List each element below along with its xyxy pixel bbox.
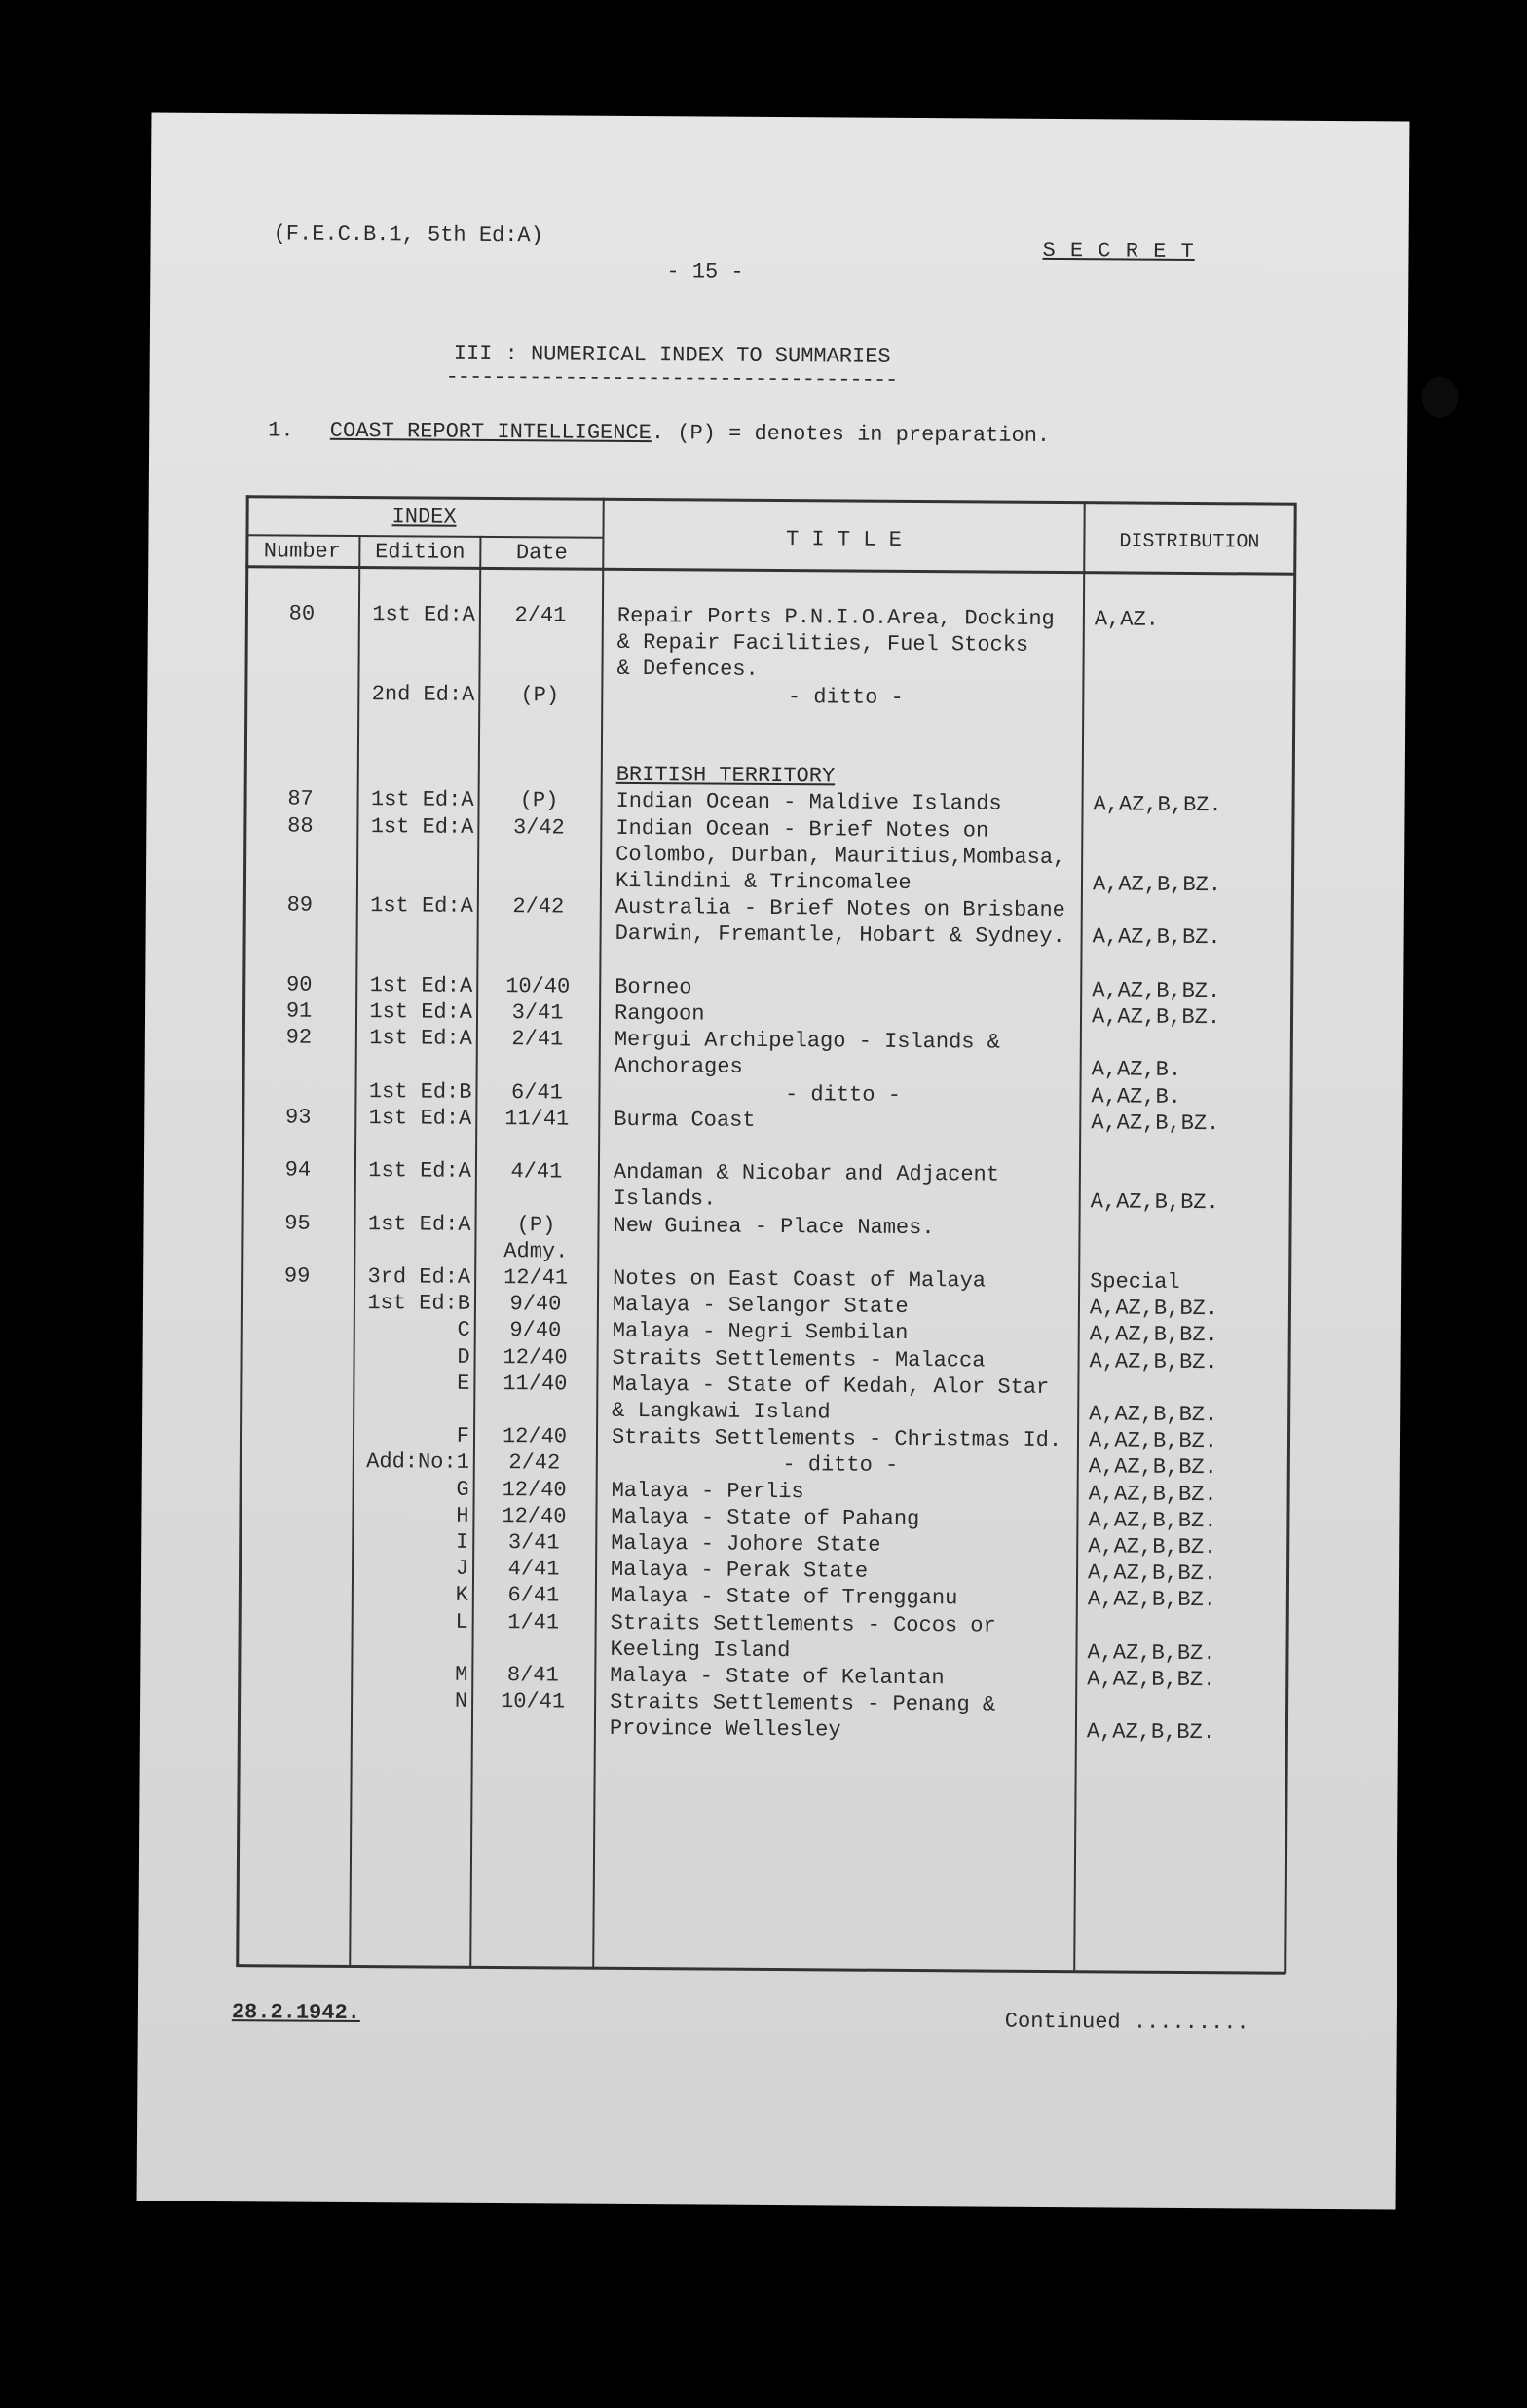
row-distribution: A,AZ,B,BZ. (1088, 1534, 1217, 1561)
row-date: 12/40 (502, 1503, 567, 1529)
row-number (239, 1527, 352, 1528)
row-title: Rangoon (614, 1000, 705, 1027)
row-edition (359, 760, 474, 761)
row-edition: E (457, 1371, 470, 1396)
row-number: 88 (287, 813, 314, 839)
row-distribution: A,AZ,B,BZ. (1092, 978, 1221, 1003)
row-date: (P) (520, 682, 560, 708)
row-edition: I (455, 1529, 469, 1555)
row-number (239, 1607, 352, 1608)
row-distribution (1094, 686, 1288, 687)
row-date: 2/41 (514, 603, 567, 628)
row-date: 3/41 (511, 1000, 564, 1026)
row-title: Province Wellesley (609, 1716, 841, 1743)
row-distribution: A,AZ. (1094, 607, 1159, 632)
header-distribution: DISTRIBUTION (1119, 530, 1260, 554)
row-edition (358, 946, 473, 947)
row-distribution (1090, 1242, 1285, 1243)
row-title: Repair Ports P.N.I.O.Area, Docking (616, 603, 1055, 632)
row-distribution: A,AZ,B,BZ. (1088, 1508, 1217, 1533)
row-edition: 1st Ed:A (369, 999, 473, 1025)
row-number (244, 706, 357, 707)
row-date: 12/40 (503, 1344, 568, 1371)
row-number (243, 865, 356, 866)
subsection-number: 1. (268, 418, 294, 443)
punch-hole (1421, 377, 1458, 418)
section-title: III : NUMERICAL INDEX TO SUMMARIES (453, 341, 891, 369)
row-number: 94 (284, 1157, 312, 1183)
subsection-note: . (P) = denotes in preparation. (651, 421, 1051, 448)
row-distribution: A,AZ,B,BZ. (1088, 1428, 1218, 1454)
row-date (481, 867, 596, 868)
row-date: 10/41 (501, 1689, 566, 1714)
row-title: Malaya - State of Kelantan (610, 1663, 945, 1691)
row-edition (360, 654, 475, 655)
row-distribution: Special (1090, 1269, 1180, 1295)
row-edition (358, 866, 473, 867)
row-date (482, 761, 597, 762)
row-distribution (1091, 1162, 1285, 1163)
col-divider-number (349, 535, 360, 1967)
row-title: Anchorages (614, 1054, 743, 1080)
row-date: 2/41 (511, 1027, 564, 1052)
row-number (239, 1554, 352, 1555)
row-number (238, 1686, 351, 1687)
row-title: BRITISH TERRITORY (615, 763, 836, 789)
row-date: 12/40 (502, 1477, 567, 1503)
row-date: 10/40 (505, 973, 571, 999)
header-number: Number (263, 539, 342, 564)
row-number (244, 759, 357, 760)
col-divider-title (1073, 501, 1086, 1972)
row-title: - ditto - (784, 1081, 901, 1108)
row-number: 99 (283, 1263, 311, 1289)
row-distribution: A,AZ,B,BZ. (1087, 1640, 1216, 1666)
row-title: - ditto - (787, 684, 904, 710)
row-number (241, 1316, 354, 1317)
row-title: - ditto - (782, 1452, 899, 1479)
row-date: 9/40 (509, 1292, 562, 1317)
row-distribution (1095, 659, 1289, 660)
row-distribution (1094, 712, 1288, 713)
row-distribution: A,AZ,B,BZ. (1087, 1667, 1216, 1693)
continued-note: Continued ......... (1004, 2009, 1249, 2036)
row-number: 93 (285, 1105, 312, 1130)
row-date: 3/42 (512, 814, 565, 841)
row-number (242, 1077, 355, 1078)
row-title: & Defences. (616, 657, 759, 683)
row-number: 90 (285, 972, 313, 997)
row-title: Kilindini & Trincomalee (615, 868, 912, 895)
row-edition: 1st Ed:A (368, 1158, 472, 1185)
subsection-title: COAST REPORT INTELLIGENCE (329, 418, 652, 446)
row-distribution: A,AZ,B,BZ. (1089, 1296, 1219, 1322)
row-number (240, 1501, 353, 1502)
row-edition: 1st Ed:A (369, 1026, 472, 1052)
row-title: Straits Settlements - Malacca (612, 1345, 986, 1373)
row-number: 95 (284, 1211, 311, 1236)
row-number (239, 1581, 352, 1582)
row-number (240, 1475, 353, 1476)
document-date: 28.2.1942. (231, 2000, 361, 2026)
row-number: 80 (288, 601, 316, 626)
row-date: 4/41 (510, 1159, 563, 1185)
row-distribution: A,AZ,B. (1091, 1057, 1182, 1083)
table-row (151, 113, 1409, 122)
row-distribution: A,AZ,B,BZ. (1091, 1110, 1220, 1136)
row-edition: H (456, 1503, 469, 1528)
row-date (482, 734, 597, 735)
row-edition: D (457, 1344, 470, 1370)
row-edition: 1st Ed:A (370, 893, 473, 920)
row-date: 12/40 (502, 1424, 568, 1449)
row-title: Andaman & Nicobar and Adjacent (613, 1160, 1000, 1187)
row-edition: J (455, 1556, 469, 1582)
row-date: 4/41 (507, 1557, 560, 1582)
row-number (241, 1342, 354, 1343)
row-distribution (1094, 765, 1288, 766)
row-title: Notes on East Coast of Malaya (613, 1265, 987, 1294)
row-distribution: A,AZ,B,BZ. (1089, 1402, 1218, 1428)
row-number: 87 (287, 786, 314, 812)
row-number (243, 945, 356, 946)
subsection-heading (268, 417, 1050, 450)
row-distribution (1094, 738, 1288, 739)
row-number (240, 1421, 353, 1422)
row-edition: 1st Ed:B (367, 1291, 471, 1317)
row-number: 92 (285, 1025, 313, 1050)
row-title: Malaya - Perlis (611, 1478, 804, 1504)
row-distribution: A,AZ,B,BZ. (1092, 872, 1222, 898)
row-title: Indian Ocean - Brief Notes on (615, 815, 989, 844)
row-date: 6/41 (507, 1583, 560, 1608)
row-edition: 1st Ed:A (372, 602, 475, 627)
row-date: 2/42 (508, 1450, 561, 1476)
row-number (240, 1395, 353, 1396)
row-date: 11/41 (504, 1106, 570, 1132)
row-distribution: A,AZ,B,BZ. (1091, 1004, 1221, 1031)
row-edition: 3rd Ed:A (367, 1264, 471, 1290)
table-row (151, 113, 1409, 122)
classification-marking: S E C R E T (1042, 238, 1195, 264)
row-edition: 1st Ed:A (369, 972, 473, 998)
row-title: Darwin, Fremantle, Hobart & Sydney. (615, 922, 1065, 950)
row-edition: C (457, 1318, 470, 1343)
row-number: 91 (285, 998, 313, 1024)
row-distribution: A,AZ,B. (1091, 1083, 1181, 1110)
row-distribution: A,AZ,B,BZ. (1087, 1561, 1217, 1587)
row-title: Straits Settlements - Cocos or (610, 1610, 996, 1638)
table-row (151, 113, 1409, 122)
row-number (245, 654, 358, 655)
row-number (240, 1369, 353, 1370)
row-edition: 1st Ed:A (367, 1211, 471, 1237)
table-row (151, 113, 1409, 122)
row-number (238, 1713, 351, 1714)
header-title: T I T L E (785, 527, 902, 552)
row-edition: 1st Ed:B (368, 1078, 472, 1105)
row-distribution: A,AZ,B,BZ. (1089, 1322, 1218, 1348)
row-edition: N (454, 1688, 468, 1714)
row-date: (P) (516, 1212, 556, 1238)
document-page (137, 113, 1410, 2210)
row-title: Malaya - Negri Sembilan (612, 1319, 909, 1346)
row-title: Straits Settlements - Penang & (610, 1690, 996, 1717)
row-date: 9/40 (509, 1318, 562, 1343)
row-distribution: A,AZ,B,BZ. (1093, 792, 1222, 818)
row-title: Malaya - State of Trengganu (610, 1584, 958, 1611)
index-group-header: INDEX (391, 505, 457, 530)
row-title: Indian Ocean - Maldive Islands (615, 789, 1002, 817)
row-distribution: A,AZ,B,BZ. (1089, 1348, 1218, 1374)
row-number (239, 1634, 352, 1635)
row-title: New Guinea - Place Names. (613, 1213, 935, 1240)
row-date: 8/41 (506, 1663, 559, 1688)
section-title-rule: -------------------------------------- (445, 364, 898, 393)
row-edition: L (455, 1609, 468, 1635)
row-distribution: A,AZ,B,BZ. (1088, 1481, 1217, 1507)
row-title: & Repair Facilities, Fuel Stocks (616, 630, 1029, 658)
row-title: Borneo (615, 974, 692, 1000)
row-title: Keeling Island (610, 1637, 791, 1663)
row-title: Mergui Archipelago - Islands & (614, 1028, 1001, 1055)
row-date: 1/41 (507, 1609, 560, 1636)
page-number: - 15 - (666, 259, 744, 284)
row-title: Malaya - State of Pahang (611, 1504, 920, 1531)
row-date: 6/41 (510, 1079, 563, 1106)
row-title: Straits Settlements - Christmas Id. (611, 1425, 1062, 1453)
row-title: Malaya - Perak State (610, 1558, 869, 1584)
row-title: Burma Coast (614, 1107, 756, 1133)
row-title: Australia - Brief Notes on Brisbane (615, 895, 1065, 923)
row-edition: 1st Ed:A (370, 813, 474, 840)
table-right-border (1284, 503, 1297, 1974)
row-title: & Langkawi Island (612, 1398, 831, 1425)
row-date: Admy. (503, 1238, 569, 1264)
document-reference: (F.E.C.B.1, 5th Ed:A) (273, 221, 543, 248)
row-date (481, 946, 596, 947)
row-distribution: A,AZ,B,BZ. (1090, 1189, 1219, 1216)
col-divider-date (592, 498, 605, 1969)
row-edition: 1st Ed:A (370, 787, 474, 813)
row-date: 11/40 (503, 1371, 568, 1397)
row-distribution (1093, 845, 1287, 846)
row-title: Malaya - State of Kedah, Alor Star (612, 1372, 1050, 1400)
table-header-border (245, 565, 1295, 576)
row-number (244, 680, 357, 681)
row-edition: G (456, 1477, 469, 1502)
row-distribution: A,AZ,B,BZ. (1092, 924, 1221, 951)
row-number (244, 733, 357, 734)
row-title (616, 735, 1074, 738)
row-edition: K (455, 1583, 468, 1608)
row-date: 2/42 (512, 894, 565, 920)
row-title: Malaya - Selangor State (612, 1293, 909, 1320)
row-title: Malaya - Johore State (611, 1530, 881, 1558)
row-edition: F (456, 1423, 470, 1449)
row-edition: M (455, 1662, 468, 1687)
row-date (483, 655, 598, 656)
row-distribution: A,AZ,B,BZ. (1087, 1587, 1216, 1613)
row-distribution: A,AZ,B,BZ. (1088, 1454, 1217, 1481)
header-edition: Edition (375, 540, 466, 565)
row-distribution: A,AZ,B,BZ. (1086, 1719, 1216, 1746)
row-title: Colombo, Durban, Mauritius,Mombasa, (615, 842, 1066, 870)
row-number (238, 1660, 351, 1661)
row-date: (P) (519, 788, 559, 813)
row-edition: Add:No:1 (366, 1449, 469, 1476)
table-bottom-border (236, 1964, 1285, 1975)
row-date: 12/41 (503, 1265, 569, 1291)
row-edition: 1st Ed:A (368, 1105, 472, 1131)
row-title: Islands. (613, 1186, 717, 1212)
row-date: 3/41 (507, 1530, 560, 1556)
header-date: Date (515, 541, 568, 566)
row-number: 89 (286, 892, 314, 918)
row-edition: 2nd Ed:A (371, 681, 475, 707)
